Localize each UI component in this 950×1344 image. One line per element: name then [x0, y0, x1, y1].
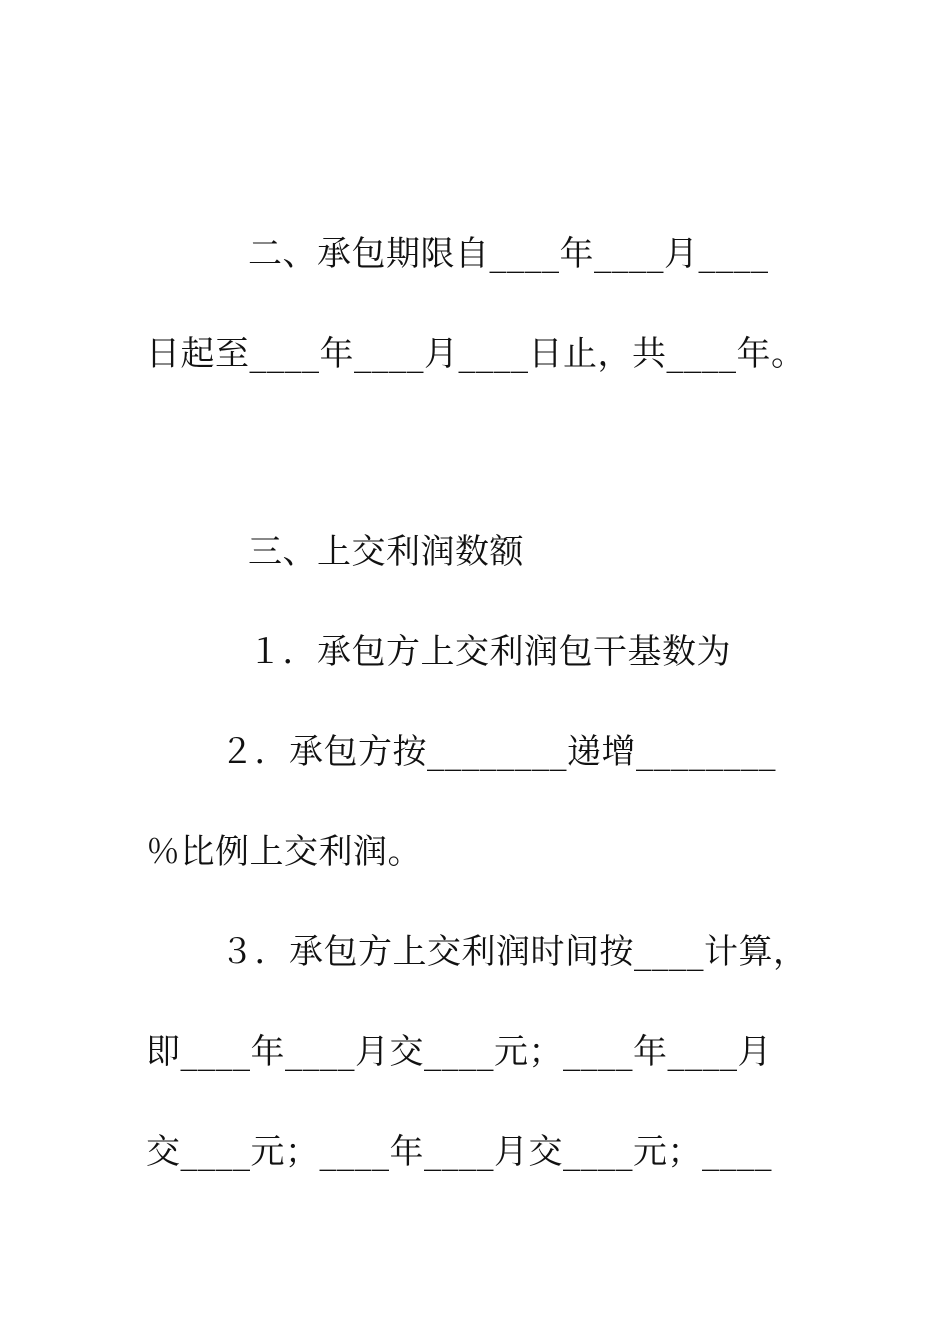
term-clause-line-2: 日起至____年____月____日止，共____年。: [146, 334, 806, 374]
profit-item-2-line-2: ％比例上交利润。: [146, 832, 422, 872]
term-clause-line-1: 二、承包期限自____年____月____: [248, 234, 769, 274]
profit-item-3-line-3: 交____元；____年____月交____元；____: [146, 1132, 772, 1172]
profit-item-1: １．承包方上交利润包干基数为: [248, 632, 731, 672]
profit-item-2-line-1: ２．承包方按________递增________: [220, 732, 776, 772]
profit-item-3-line-2: 即____年____月交____元；____年____月: [146, 1032, 772, 1072]
profit-item-3-line-1: ３．承包方上交利润时间按____计算，: [220, 932, 808, 972]
profit-section-heading: 三、上交利润数额: [248, 532, 524, 572]
